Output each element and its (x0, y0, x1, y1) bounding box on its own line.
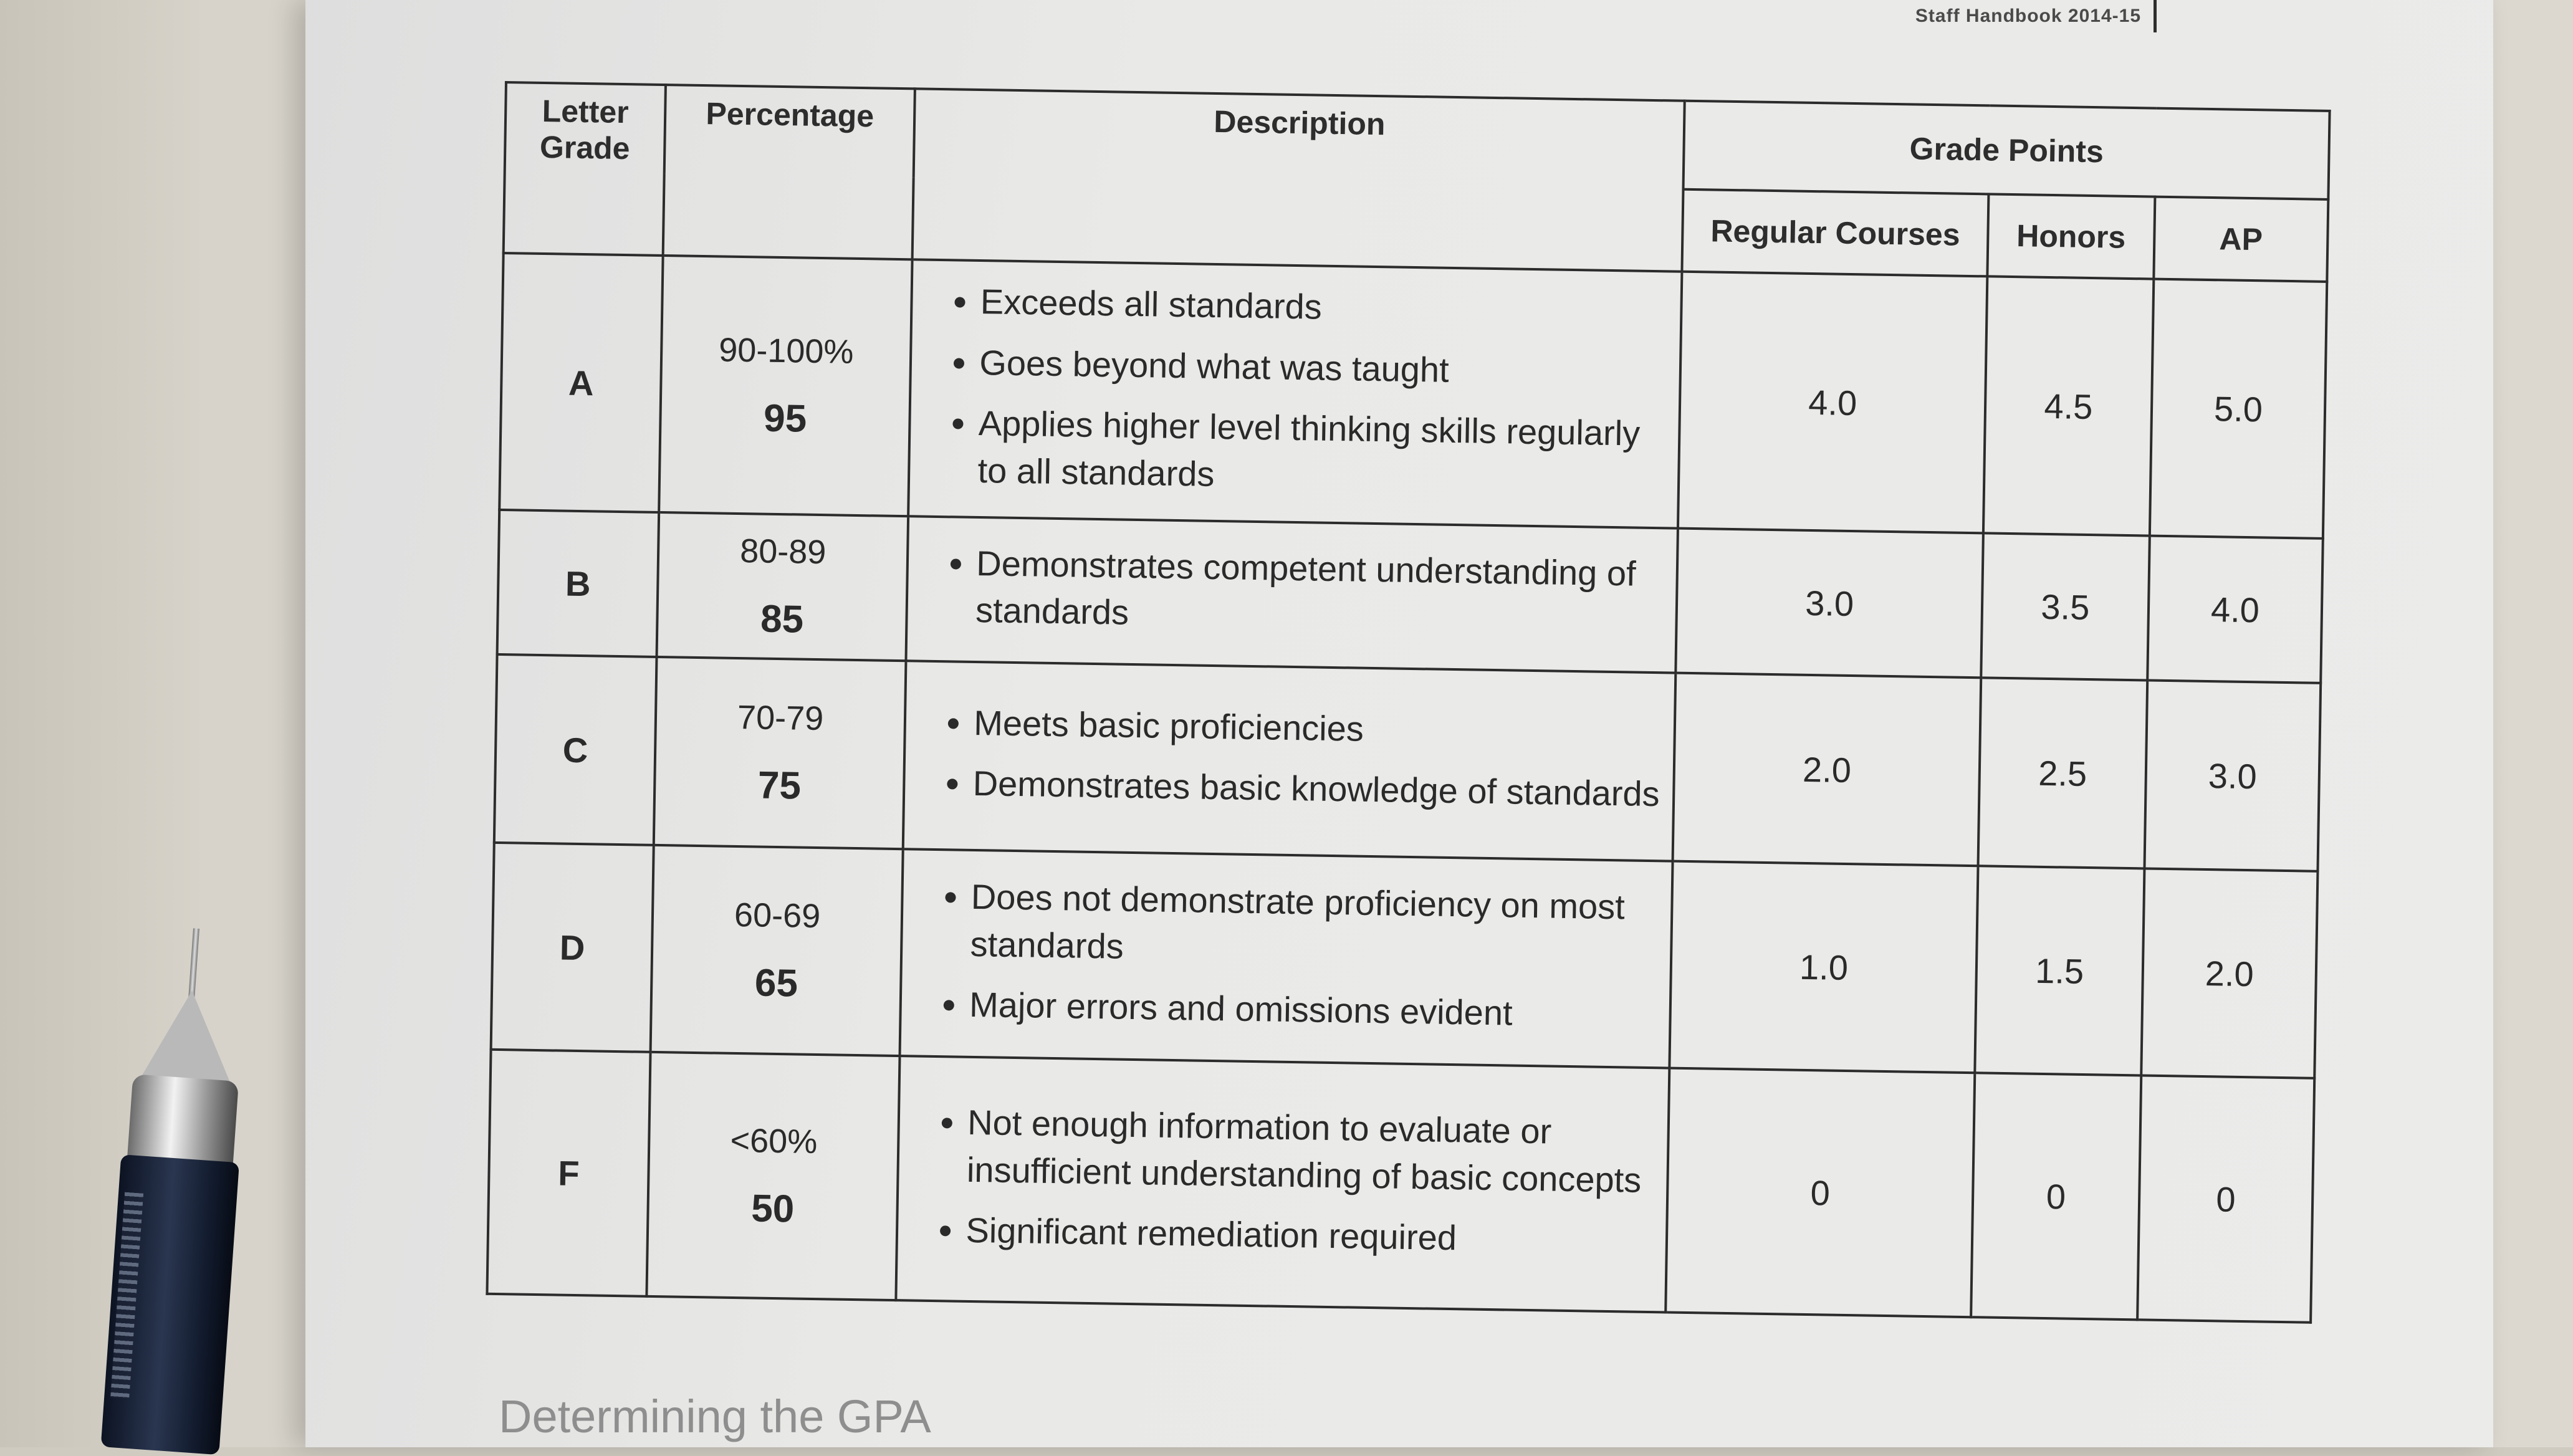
letter-grade: D (491, 843, 654, 1052)
header-letter-grade-line2: Grade (539, 129, 630, 166)
table-row (487, 1050, 2314, 1323)
percentage-range: 80-89 (739, 532, 827, 572)
pen-cone (139, 987, 239, 1087)
description-item: • Meets basic proficiencies (974, 699, 1663, 757)
grade-points-regular: 4.0 (1678, 272, 1987, 534)
section-heading: Determining the GPA (499, 1391, 931, 1442)
pen-tip (188, 928, 199, 997)
representative-score: 85 (760, 597, 804, 641)
description-item: • Applies higher level thinking skills regularly to all standards (977, 400, 1667, 505)
percentage-cell (650, 845, 903, 1056)
representative-score: 50 (750, 1187, 795, 1231)
percentage-cell (659, 256, 913, 517)
percentage-range: <60% (730, 1121, 818, 1161)
grade-points-honors: 0 (1971, 1073, 2141, 1320)
description-item: • Major errors and omissions evident (969, 981, 1659, 1039)
grade-points-ap: 5.0 (2150, 279, 2327, 539)
description-cell (906, 517, 1678, 673)
percentage-range: 70-79 (737, 698, 824, 738)
description-item: • Demonstrates competent understanding of standards (975, 540, 1665, 645)
table-row (491, 843, 2318, 1078)
grade-points-honors: 1.5 (1975, 866, 2144, 1076)
description-item: • Significant remediation required (965, 1207, 1655, 1265)
grade-points-honors: 4.5 (1983, 276, 2154, 536)
representative-score: 65 (754, 961, 798, 1005)
header-letter-grade-line1: Letter (542, 93, 630, 130)
table-row (499, 253, 2327, 539)
grade-points-ap: 0 (2137, 1076, 2314, 1323)
grade-points-ap: 3.0 (2144, 681, 2321, 871)
pen-collar (127, 1074, 239, 1169)
header-percentage: Percentage (663, 85, 916, 259)
header-description: Description (913, 89, 1685, 271)
header-honors: Honors (1987, 194, 2155, 279)
description-cell (896, 1056, 1670, 1313)
percentage-cell (646, 1052, 900, 1300)
percentage-range: 60-69 (734, 896, 821, 935)
description-cell (903, 661, 1676, 861)
grade-points-ap: 2.0 (2141, 869, 2317, 1078)
table-row (494, 654, 2321, 871)
grading-scale-table (486, 81, 2331, 1324)
grade-points-regular: 0 (1666, 1068, 1975, 1318)
letter-grade: B (497, 510, 659, 657)
grade-points-honors: 2.5 (1978, 678, 2147, 869)
letter-grade: A (499, 253, 663, 512)
header-letter-grade (504, 82, 666, 256)
table-row (497, 510, 2323, 683)
percentage-cell (656, 512, 908, 661)
description-item: • Goes beyond what was taught (979, 339, 1669, 397)
description-item: • Exceeds all standards (980, 278, 1669, 336)
grade-points-honors: 3.5 (1981, 534, 2150, 681)
grade-points-regular: 3.0 (1676, 529, 1983, 678)
running-header-text: Staff Handbook 2014-15 (1915, 6, 2141, 26)
representative-score: 75 (757, 764, 802, 808)
header-grade-points: Grade Points (1684, 101, 2330, 199)
description-item: • Does not demonstrate proficiency on most standards (970, 873, 1660, 979)
header-regular-courses: Regular Courses (1682, 189, 1989, 277)
letter-grade: F (487, 1050, 650, 1296)
header-rule (2154, 0, 2157, 32)
percentage-cell (654, 657, 906, 849)
grade-points-ap: 4.0 (2147, 536, 2323, 683)
running-header (1915, 0, 2157, 32)
description-cell (908, 259, 1682, 529)
description-item: • Demonstrates basic knowledge of standards (972, 760, 1662, 818)
header-ap: AP (2154, 197, 2328, 282)
description-cell (900, 850, 1673, 1068)
grade-points-regular: 1.0 (1670, 861, 1978, 1073)
letter-grade: C (494, 654, 657, 845)
percentage-range: 90-100% (718, 331, 854, 371)
grade-points-regular: 2.0 (1673, 673, 1981, 866)
representative-score: 95 (763, 396, 807, 441)
description-item: • Not enough information to evaluate or insufficient understanding of basic concepts (966, 1099, 1656, 1204)
